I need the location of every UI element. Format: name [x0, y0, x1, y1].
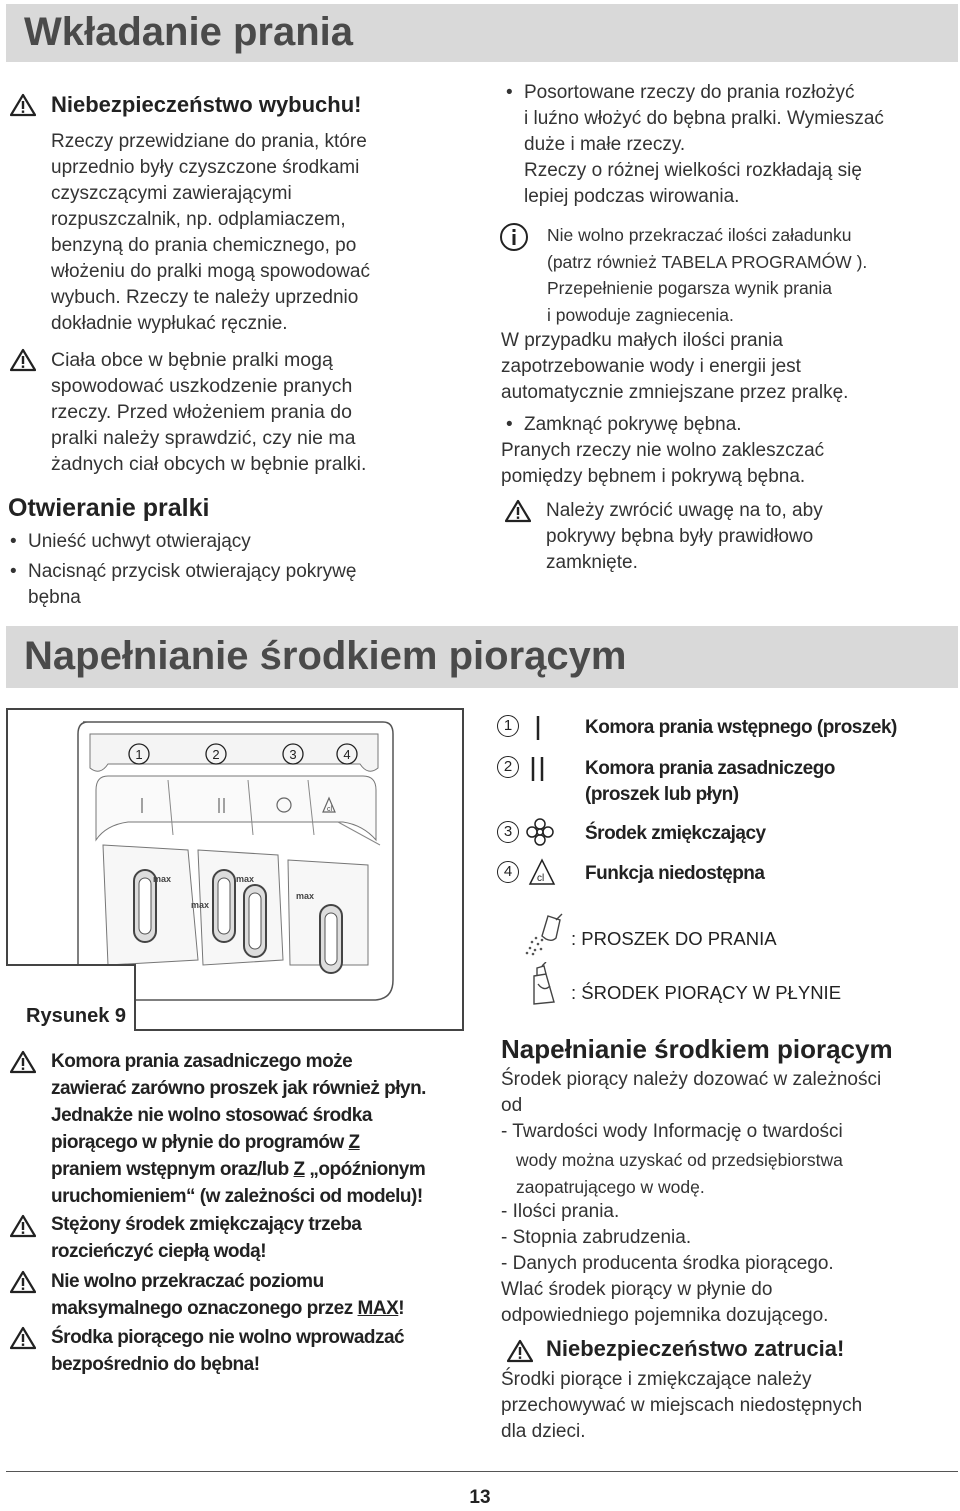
- close-warning: Należy zwrócić uwagę na to, aby pokrywy bębna były prawidłowo zamknięte.: [546, 500, 823, 573]
- warning-icon: [10, 1326, 36, 1350]
- warning-icon: [10, 1214, 36, 1238]
- page-number: 13: [469, 1487, 491, 1508]
- svg-text:cl: cl: [537, 873, 545, 884]
- warning-icon: [10, 93, 36, 117]
- poison-warning-text: Środki piorące i zmiękczające należy przechowywać w miejscach niedostępnych dla dzieci.: [501, 1369, 863, 1442]
- opening-heading: Otwieranie pralki: [8, 494, 210, 522]
- explosion-warning-title: Niebezpieczeństwo wybuchu!: [51, 92, 362, 117]
- dosing-list: - Ilości prania. - Stopnia zabrudzenia. - Danych producenta środka piorącego. Wlać środek piorący w płynie do odpowiedniego pojemnika dozującego.: [501, 1201, 834, 1326]
- header-bar: [6, 4, 958, 62]
- warning-icon: [10, 348, 36, 372]
- explosion-warning-text: Rzeczy przewidziane do prania, które uprzednio były czyszczone środkami czyszczącymi zawierającymi rozpuszczalnik, np. odplamiaczem, benzyną do prania chemicznego, po włożeniu do pralki mogą spowodować wybuch. Rzeczy te należy uprzednio dokładnie wypłukać ręcznie.: [51, 131, 370, 334]
- info-note: Nie wolno przekraczać ilości załadunku (patrz również TABELA PROGRAMÓW ). Przepełnienie pogarsza wynik prania i powoduje zagniecenia.: [547, 225, 868, 325]
- drum-warning: Środka piorącego nie wolno wprowadzać bezpośrednio do bębna!: [51, 1327, 405, 1375]
- bleach-icon: [527, 858, 557, 886]
- max-mark-2: max: [191, 900, 210, 910]
- softener-flower-icon: [526, 818, 554, 846]
- figure-num-4: 4: [343, 747, 351, 762]
- liquid-bottle-icon: [520, 962, 564, 1008]
- figure-num-1: 1: [135, 747, 143, 762]
- open-bullet-1: • Unieść uchwyt otwierający: [28, 529, 251, 555]
- main-compartment-warning: Komora prania zasadniczego może zawierać zarówno proszek jak również płyn. Jednakże nie wolno stosować środka piorącego w płynie do programów Z praniem wstępnym oraz/lub Z „opóźnionym uruchomieniem“ (w zależności od modelu)!: [51, 1051, 426, 1207]
- section-bar: [6, 626, 958, 688]
- open-bullet-2: • Nacisnąć przycisk otwierający pokrywę: [28, 559, 356, 585]
- prewash-icon: [531, 714, 545, 742]
- warning-icon: [10, 1050, 36, 1074]
- warning-icon: [505, 499, 531, 523]
- figure-caption: Rysunek 9: [26, 1005, 127, 1027]
- figure-frame: [6, 708, 464, 1031]
- sort-bullet: • Posortowane rzeczy do prania rozłożyć i luźno włożyć do bębna pralki. Wymieszać duże i małe rzeczy. Rzeczy o różnej wielkości rozkładają się lepiej podczas wirowania.: [524, 80, 954, 210]
- warning-icon: [10, 1270, 36, 1294]
- dosing-intro: Środek piorący należy dozować w zależności od - Twardości wody Informację o twardości: [501, 1069, 882, 1142]
- liquid-label: : ŚRODEK PIORĄCY W PŁYNIE: [571, 982, 842, 1003]
- open-bullet-2-cont: bębna: [28, 587, 81, 608]
- section-title: Napełnianie środkiem piorącym: [24, 634, 627, 678]
- max-mark-3: max: [236, 874, 255, 884]
- info-icon: [499, 222, 529, 252]
- close-bullet: • Zamknąć pokrywę bębna.: [524, 412, 742, 438]
- warning-icon: [507, 1339, 533, 1363]
- main-wash-icon: [527, 755, 549, 783]
- max-level-warning: Nie wolno przekraczać poziomu maksymalnego oznaczonego przez MAX!: [51, 1271, 405, 1319]
- max-mark-4: max: [296, 891, 315, 901]
- figure-num-2: 2: [212, 747, 220, 762]
- powder-label: : PROSZEK DO PRANIA: [571, 928, 777, 949]
- hardness-note: wody można uzyskać od przedsiębiorstwa zaopatrującego w wodę.: [516, 1150, 843, 1197]
- max-mark-1: max: [153, 874, 172, 884]
- footer-divider: [6, 1471, 958, 1472]
- cl-mark: cl: [327, 806, 333, 813]
- figure-num-3: 3: [289, 747, 297, 762]
- softener-warning: Stężony środek zmiękczający trzeba rozcieńczyć ciepłą wodą!: [51, 1214, 362, 1262]
- page-title: Wkładanie prania: [24, 10, 353, 54]
- small-load-text: W przypadku małych ilości prania zapotrzebowanie wody i energii jest automatycznie zmniejszane przez pralkę.: [501, 330, 849, 403]
- foreign-objects-warning: Ciała obce w bębnie pralki mogą spowodować uszkodzenie pranych rzeczy. Przed włożeniem prania do pralki należy sprawdzić, czy nie ma żadnych ciał obcych w bębnie pralki.: [51, 349, 367, 475]
- powder-scoop-icon: [522, 912, 566, 956]
- clamp-text: Pranych rzeczy nie wolno zakleszczać pomiędzy bębnem i pokrywą bębna.: [501, 440, 825, 487]
- dosing-heading: Napełnianie środkiem piorącym: [501, 1034, 893, 1064]
- poison-warning-title: Niebezpieczeństwo zatrucia!: [546, 1336, 845, 1361]
